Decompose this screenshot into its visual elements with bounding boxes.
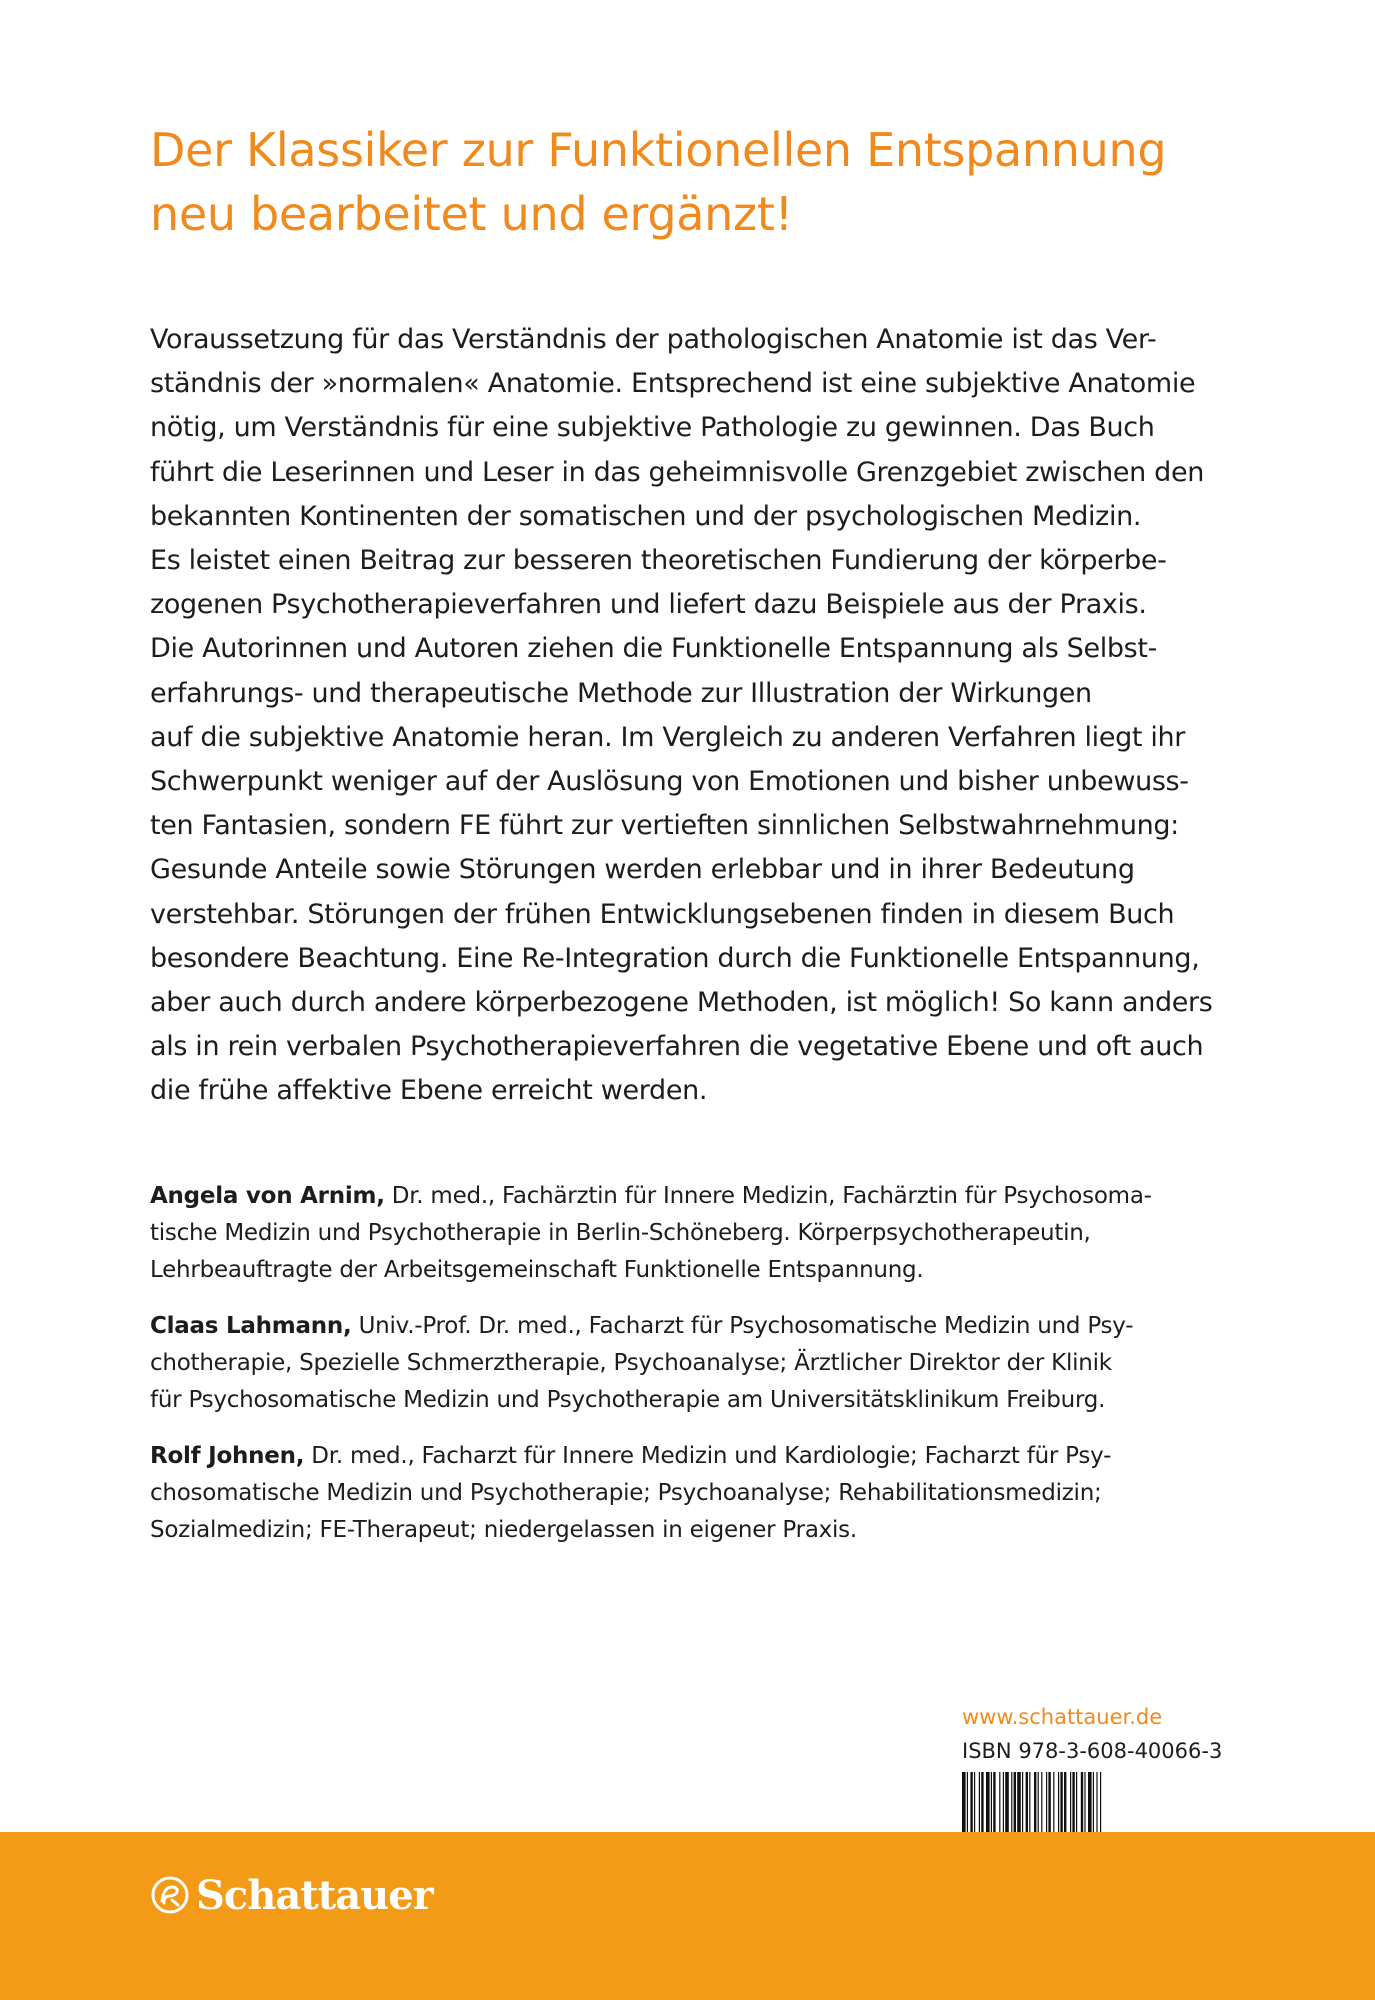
description-line: führt die Leserinnen und Leser in das geheimnisvolle Grenzgebiet zwischen den bbox=[150, 456, 1204, 488]
author-bio-line bbox=[150, 1438, 1240, 1475]
schattauer-logo-icon bbox=[150, 1875, 190, 1915]
barcode-bar bbox=[1088, 1772, 1092, 1832]
description-line: Die Autorinnen und Autoren ziehen die Funktionelle Entspannung als Selbst- bbox=[150, 633, 1157, 665]
author-bio-line: tische Medizin und Psychotherapie in Berlin-Schöneberg. Körperpsychotherapeutin, bbox=[150, 1220, 1091, 1246]
barcode-bar bbox=[1022, 1772, 1023, 1832]
description-line: nötig, um Verständnis für eine subjektive Pathologie zu gewinnen. Das Buch bbox=[150, 412, 1155, 444]
author-bio-line: Lehrbeauftragte der Arbeitsgemeinschaft Funktionelle Entspannung. bbox=[150, 1257, 924, 1283]
headline-line-1: Der Klassiker zur Funktionellen Entspannung bbox=[150, 123, 1167, 177]
author-bio-text: Univ.-Prof. Dr. med., Facharzt für Psychosomatische Medizin und Psy- bbox=[351, 1313, 1134, 1339]
headline bbox=[150, 118, 1250, 246]
description-line: Voraussetzung für das Verständnis der pathologischen Anatomie ist das Ver- bbox=[150, 324, 1157, 355]
barcode-bar bbox=[1096, 1772, 1097, 1832]
description-line: verstehbar. Störungen der frühen Entwicklungsebenen finden in diesem Buch bbox=[150, 898, 1175, 930]
barcode-bar bbox=[1017, 1772, 1021, 1832]
description-line: bekannten Kontinenten der somatischen und der psychologischen Medizin. bbox=[150, 500, 1142, 532]
barcode-bar bbox=[986, 1772, 990, 1832]
barcode-bar bbox=[1005, 1772, 1009, 1832]
barcode-bar bbox=[1093, 1772, 1094, 1832]
barcode-bar bbox=[974, 1772, 975, 1832]
barcode-bar bbox=[1029, 1772, 1030, 1832]
barcode-bar bbox=[1081, 1772, 1083, 1832]
author-bios bbox=[150, 1178, 1240, 1568]
barcode-bar bbox=[962, 1772, 966, 1832]
barcode-bar bbox=[1072, 1772, 1074, 1832]
author-bio-line: für Psychosomatische Medizin und Psychotherapie am Universitätsklinikum Freiburg. bbox=[150, 1387, 1106, 1413]
publisher-info bbox=[962, 1700, 1242, 1768]
description-line: ständnis der »normalen« Anatomie. Entsprechend ist eine subjektive Anatomie bbox=[150, 368, 1196, 400]
author-bio-text: Dr. med., Fachärztin für Innere Medizin, Fachärztin für Psychosoma- bbox=[384, 1183, 1152, 1209]
barcode-bar bbox=[1064, 1772, 1066, 1832]
barcode-bar bbox=[979, 1772, 980, 1832]
author-name: Angela von Arnim, bbox=[150, 1183, 385, 1209]
barcode-bar bbox=[981, 1772, 983, 1832]
barcode-bar bbox=[1084, 1772, 1085, 1832]
description-line: die frühe affektive Ebene erreicht werden. bbox=[150, 1075, 708, 1107]
description-line: aber auch durch andere körperbezogene Methoden, ist möglich! So kann anders bbox=[150, 987, 1213, 1019]
author-bio-line bbox=[150, 1178, 1240, 1215]
publisher-logo bbox=[150, 1870, 433, 1920]
barcode-bar bbox=[1026, 1772, 1028, 1832]
barcode-bar bbox=[1076, 1772, 1077, 1832]
barcode-bar bbox=[991, 1772, 992, 1832]
author-name: Rolf Johnen, bbox=[150, 1443, 305, 1469]
description-line: ten Fantasien, sondern FE führt zur vertieften sinnlichen Selbstwahrnehmung: bbox=[150, 810, 1179, 842]
barcode-bar bbox=[1053, 1772, 1054, 1832]
description-text bbox=[150, 318, 1240, 1114]
author-bio bbox=[150, 1178, 1240, 1289]
barcode-bar bbox=[1048, 1772, 1050, 1832]
barcode-bar bbox=[993, 1772, 995, 1832]
barcode-bar bbox=[1003, 1772, 1004, 1832]
description-line: zogenen Psychotherapieverfahren und liefert dazu Beispiele aus der Praxis. bbox=[150, 589, 1147, 621]
barcode-bar bbox=[1100, 1772, 1101, 1832]
barcode-bar bbox=[1034, 1772, 1036, 1832]
headline-line-2: neu bearbeitet und ergänzt! bbox=[150, 187, 793, 241]
description-line: besondere Beachtung. Eine Re-Integration durch die Funktionelle Entspannung, bbox=[150, 942, 1200, 974]
description-line: als in rein verbalen Psychotherapieverfahren die vegetative Ebene und oft auch bbox=[150, 1031, 1204, 1063]
barcode-bar bbox=[1014, 1772, 1016, 1832]
author-bio bbox=[150, 1438, 1240, 1549]
author-bio-line: Sozialmedizin; FE-Therapeut; niedergelassen in eigener Praxis. bbox=[150, 1517, 857, 1543]
isbn-number: ISBN 978-3-608-40066-3 bbox=[962, 1739, 1223, 1763]
barcode-bar bbox=[1060, 1772, 1062, 1832]
barcode-bar bbox=[1058, 1772, 1059, 1832]
barcode-bar bbox=[1070, 1772, 1071, 1832]
barcode-bar bbox=[970, 1772, 972, 1832]
publisher-website-link[interactable]: www.schattauer.de bbox=[962, 1705, 1163, 1729]
author-name: Claas Lahmann, bbox=[150, 1313, 352, 1339]
author-bio-line: chotherapie, Spezielle Schmerztherapie, Psychoanalyse; Ärztlicher Direktor der Klinik bbox=[150, 1350, 1112, 1376]
publisher-logo-text: Schattauer bbox=[196, 1871, 433, 1919]
barcode-bar bbox=[1046, 1772, 1047, 1832]
barcode-bar bbox=[967, 1772, 968, 1832]
description-line: auf die subjektive Anatomie heran. Im Vergleich zu anderen Verfahren liegt ihr bbox=[150, 721, 1186, 753]
description-line: Schwerpunkt weniger auf der Auslösung von Emotionen und bisher unbewuss- bbox=[150, 766, 1189, 798]
barcode-bar bbox=[1041, 1772, 1042, 1832]
description-line: Es leistet einen Beitrag zur besseren theoretischen Fundierung der körperbe- bbox=[150, 545, 1167, 577]
description-line: erfahrungs- und therapeutische Methode zur Illustration der Wirkungen bbox=[150, 677, 1092, 709]
barcode bbox=[962, 1772, 1226, 1832]
barcode-bar bbox=[1038, 1772, 1039, 1832]
author-bio-line bbox=[150, 1308, 1240, 1345]
barcode-bar bbox=[999, 1772, 1000, 1832]
author-bio-line: chosomatische Medizin und Psychotherapie; Psychoanalyse; Rehabilitationsmedizin; bbox=[150, 1480, 1102, 1506]
barcode-bar bbox=[1011, 1772, 1012, 1832]
author-bio bbox=[150, 1308, 1240, 1419]
description-line: Gesunde Anteile sowie Störungen werden erlebbar und in ihrer Bedeutung bbox=[150, 854, 1135, 886]
author-bio-text: Dr. med., Facharzt für Innere Medizin und Kardiologie; Facharzt für Psy- bbox=[304, 1443, 1112, 1469]
